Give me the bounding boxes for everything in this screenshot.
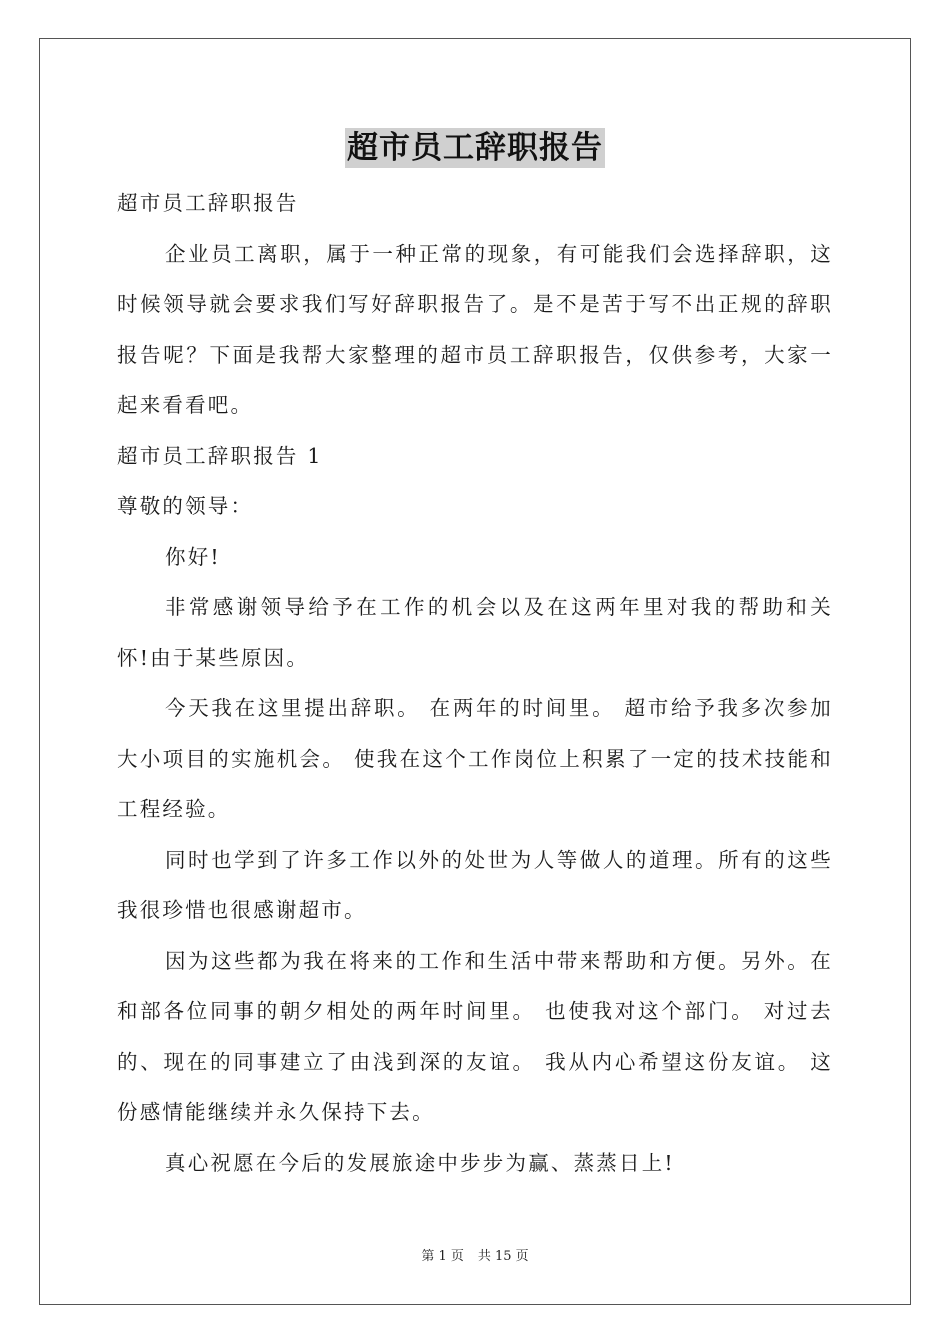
page-footer: [0, 1245, 950, 1264]
salutation: 尊敬的领导：: [117, 494, 254, 518]
greeting: 你好!: [165, 544, 221, 569]
title-container: [0, 128, 950, 168]
paragraph: 今天我在这里提出辞职。 在两年的时间里。 超市给予我多次参加大小项目的实施机会。 使我在这个工作岗位上积累了一定的技术技能和工程经验。: [117, 696, 833, 821]
paragraph: 因为这些都为我在将来的工作和生活中带来帮助和方便。另外。在和部各位同事的朝夕相处的两年时间里。 也使我对这个部门。 对过去的、现在的同事建立了由浅到深的友谊。 我从内心希望这份友谊。 这份感情能继续并永久保持下去。: [117, 948, 833, 1124]
paragraph: 同时也学到了许多工作以外的处世为人等做人的道理。所有的这些我很珍惜也很感谢超市。: [117, 847, 833, 922]
document-title: 超市员工辞职报告: [347, 130, 603, 166]
paragraph: 超市员工辞职报告: [117, 191, 299, 215]
paragraph: 企业员工离职，属于一种正常的现象，有可能我们会选择辞职，这时候领导就会要求我们写好辞职报告了。是不是苦于写不出正规的辞职报告呢？下面是我帮大家整理的超市员工辞职报告，仅供参考，大家一起来看看吧。: [117, 241, 833, 417]
paragraph: 真心祝愿在今后的发展旅途中步步为赢、蒸蒸日上!: [165, 1150, 675, 1175]
section-heading: 超市员工辞职报告 1: [117, 443, 323, 468]
page-total: 共 15 页: [477, 1249, 529, 1264]
page-number: 第 1 页: [421, 1249, 464, 1264]
document-body: [117, 178, 833, 1188]
paragraph: 非常感谢领导给予在工作的机会以及在这两年里对我的帮助和关怀!由于某些原因。: [117, 595, 833, 670]
